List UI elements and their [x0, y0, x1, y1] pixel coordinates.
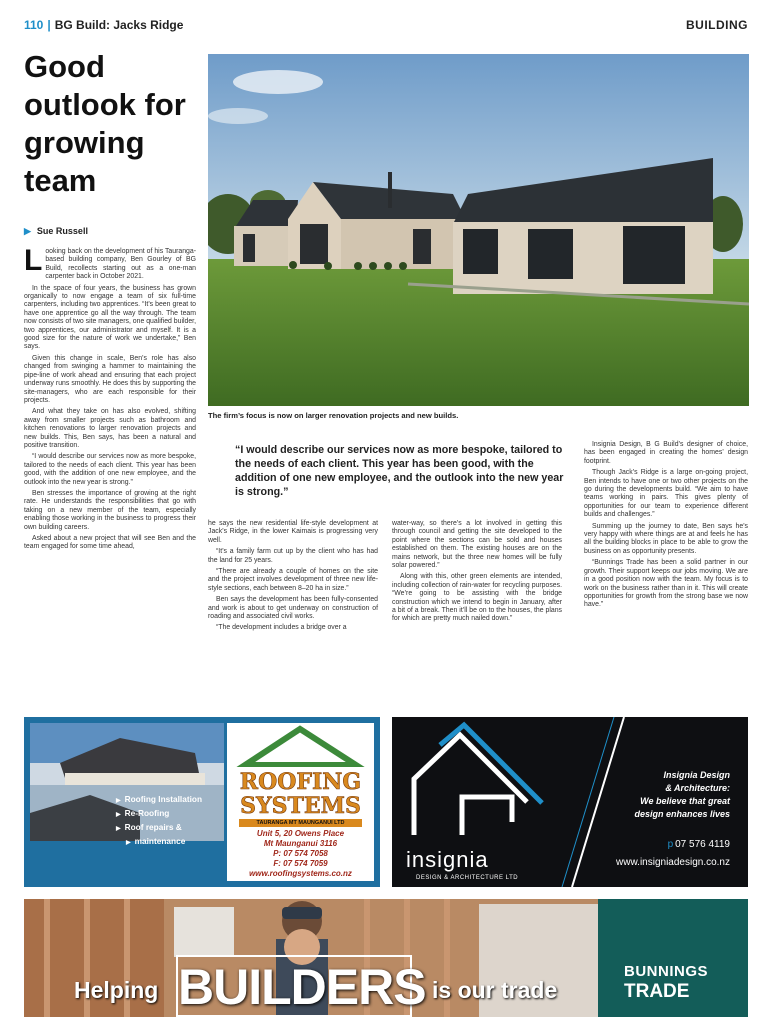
slogan-trade: is our trade [432, 977, 558, 1003]
section-title: BG Build: Jacks Ridge [54, 18, 184, 32]
category-label: BUILDING [686, 18, 748, 32]
body-paragraph: he says the new residential life-style development at Jack’s Ridge, in the lower Kaimais is progressing very well. [208, 520, 378, 544]
roofing-services-list [116, 793, 202, 849]
insignia-website-link[interactable]: www.insigniadesign.co.nz [616, 857, 730, 868]
body-paragraph: water-way, so there’s a lot involved in getting this through council and getting the site developed to the point where the sections can be sold and houses established on them. The existing houses are on the mains network, but the three new homes will be fully solar powered.” [392, 520, 562, 570]
roofing-phone: P: 07 574 7058 [273, 849, 328, 858]
body-paragraph: “I would describe our services now as more bespoke, tailored to the needs of each client. This year has been good, with the addition of one new employee, and the outlook into the new year is strong.” [24, 453, 196, 486]
author-name: Sue Russell [36, 226, 88, 236]
body-paragraph: In the space of four years, the business has grown organically to now engage a team of six full-time carpenters, including two apprentices. “It’s been great to have one apprentice go all the way through. The team now consists of two site managers, one qualified builder, two apprentices, our administrator and myself. It is a good size for the nature of work we undertake,” Ben says. [24, 284, 196, 351]
text-column-3 [392, 520, 562, 627]
body-paragraph: Though Jack’s Ridge is a large on-going project, Ben intends to have one or two other projects on the go during the developments build. “We aim to have teams working in pairs. This gives plenty of opportunities for our team to experience different builds and challenges.” [584, 469, 748, 519]
roofing-name-line1: ROOFING [239, 769, 362, 795]
roofing-address-2: Mt Maunganui 3116 [263, 839, 338, 848]
slogan-helping: Helping [74, 977, 159, 1003]
service-item: ▶ maintenance [116, 835, 202, 849]
service-item: ▶ Roof repairs & [116, 821, 202, 835]
pull-quote: “I would describe our services now as more bespoke, tailored to the needs of each client. This year has been good, with the addition of one new employee, and the outlook into the new year is strong.” [235, 444, 564, 498]
roofing-fax: F: 07 574 7059 [273, 859, 328, 868]
insignia-phone: p 07 576 4119 [667, 839, 730, 850]
page-number: 110 [24, 18, 44, 32]
text-column-1 [24, 244, 196, 555]
house-render-illustration [208, 54, 749, 406]
text-column-2 [208, 520, 378, 636]
header-separator: | [47, 18, 51, 32]
insignia-subtitle: DESIGN & ARCHITECTURE LTD [416, 875, 519, 881]
insignia-tagline: Insignia Design & Architecture: We believe that great design enhances lives [634, 770, 730, 819]
body-paragraph: And what they take on has also evolved, shifting away from smaller projects such as bathroom and kitchen renovations to larger renovation projects and new builds. This, Ben says, has been a natural and positive transition. [24, 408, 196, 449]
trade-logo-text: TRADE [624, 981, 690, 1002]
service-item: ▶ Re-Roofing [116, 807, 202, 821]
photo-caption: The firm’s focus is now on larger renovation projects and new builds. [208, 411, 459, 420]
slogan-builders: BUILDERS [176, 955, 412, 1017]
body-paragraph: Ben stresses the importance of growing at the right rate. He understands the responsibilities that go with taking on a new member of the team, especially enabling those working in the business to progress their own building careers. [24, 489, 196, 531]
service-item: ▶ Roofing Installation [116, 793, 202, 807]
body-paragraph: “The development includes a bridge over a [216, 624, 347, 632]
byline [24, 226, 88, 237]
bunnings-slogan [24, 951, 604, 1017]
roofing-location-band: TAURANGA MT MAUNGANUI LTD [239, 819, 362, 827]
insignia-brand: insignia [406, 847, 489, 872]
body-paragraph: Insignia Design, B G Build’s designer of choice, has been engaged in creating the homes’ design footprint. [584, 441, 748, 465]
roofing-business-card [227, 723, 374, 881]
body-paragraph: Asked about a new project that will see Ben and the team engaged for some time ahead, [24, 535, 196, 551]
drop-cap: L [24, 244, 43, 277]
body-paragraph: Given this change in scale, Ben’s role has also changed from swinging a hammer to maintaining the pipe-line of work ahead and ensuring that each project underway runs smoothly. He does this by supporting the site-managers, who are each responsible for their projects. [24, 354, 196, 404]
roof-logo-icon [227, 723, 374, 767]
roofing-address-1: Unit 5, 20 Owens Place [256, 829, 345, 838]
body-paragraph: “Bunnings Trade has been a solid partner in our growth. Their support keeps our jobs moving. We are in a good position now with the team. My focus is to work on the business rather than in it. This will create opportunities for growth from the strong base we now have.” [584, 559, 748, 609]
roofing-website-link[interactable]: www.roofingsystems.co.nz [249, 869, 352, 878]
article-headline: Good outlook for growing team [24, 49, 186, 198]
bunnings-logo [598, 899, 748, 1017]
body-paragraph: Along with this, other green elements are intended, including collection of rain-water for recycling purposes. “We’re going to be assisting with the bridge construction which we intend to begin in January, after a bit of a break. Then it’ll be on to the houses, the plans for which are pretty much nailed down.” [392, 573, 562, 623]
bunnings-logo-text: BUNNINGS [624, 963, 709, 980]
body-paragraph: “There are already a couple of homes on the site and the project involves development of three new life-style sections, each between 8–20 ha in size.” [208, 568, 378, 592]
hero-image [208, 54, 749, 406]
intro-paragraph: Looking back on the development of his Tauranga-based building company, Ben Gourley of BG Build, recollects starting out as a one-man carpenter back in October 2021. [24, 244, 196, 281]
bunnings-trade-ad[interactable] [24, 899, 748, 1017]
page-header [24, 18, 748, 40]
roofing-name-line2: SYSTEMS [240, 793, 361, 819]
roofing-systems-ad[interactable] [24, 717, 380, 887]
body-paragraph: Summing up the journey to date, Ben says he’s very happy with where things are at and feels he has all the building blocks in place to be able to grow the business on as opportunity presents. [584, 522, 748, 555]
body-paragraph: “It’s a family farm cut up by the client who has had the land for 25 years. [208, 548, 378, 564]
text-column-4 [584, 441, 748, 613]
insignia-ad[interactable] [392, 717, 748, 887]
body-paragraph: Ben says the development has been fully-consented and work is about to get underway on construction of roading and associated civil works. [208, 596, 378, 621]
byline-triangle-icon: ▶ [24, 226, 31, 236]
